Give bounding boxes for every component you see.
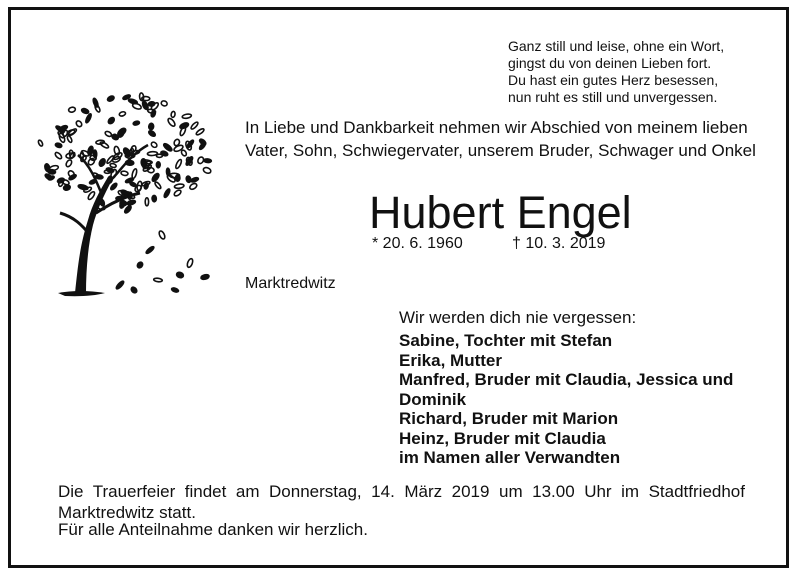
ceremony-line: Die Trauerfeier findet am Donnerstag, 14. März 2019 um 13.00 Uhr im Stadtfriedhof [58, 482, 745, 501]
poem [508, 38, 724, 106]
mourner-entry: im Namen aller Verwandten [399, 448, 621, 467]
poem-line: Du hast ein gutes Herz besessen, [508, 72, 719, 88]
poem-line: gingst du von deinen Lieben fort. [508, 55, 712, 71]
tree-with-falling-leaves-icon [30, 85, 230, 300]
deceased-name: Hubert Engel [369, 187, 632, 238]
mourner-entry: Manfred, Bruder mit Claudia, Jessica und Dominik [399, 370, 734, 409]
poem-line: nun ruht es still und unvergessen. [508, 89, 718, 105]
mourners-list [399, 331, 759, 468]
mourner-entry: Heinz, Bruder mit Claudia [399, 428, 606, 448]
mourner-entry: Erika, Mutter [399, 350, 502, 370]
ceremony-info [58, 481, 745, 523]
death-date: † 10. 3. 2019 [512, 235, 606, 252]
place: Marktredwitz [245, 275, 336, 292]
thanks-text: Für alle Anteilnahme danken wir herzlich. [58, 520, 368, 539]
poem-line: Ganz still und leise, ohne ein Wort, [508, 38, 725, 54]
mourner-entry: Richard, Bruder mit Marion [399, 409, 619, 428]
intro-text: In Liebe und Dankbarkeit nehmen wir Abschied von meinem lieben Vater, Sohn, Schwiegervater, unserem Bruder, Schwager und Onkel [245, 118, 756, 160]
mourners-intro: Wir werden dich nie vergessen: [399, 308, 637, 327]
birth-date: * 20. 6. 1960 [372, 235, 463, 252]
mourner-entry: Sabine, Tochter mit Stefan [399, 331, 613, 350]
ceremony-line: Marktredwitz statt. [58, 503, 196, 522]
